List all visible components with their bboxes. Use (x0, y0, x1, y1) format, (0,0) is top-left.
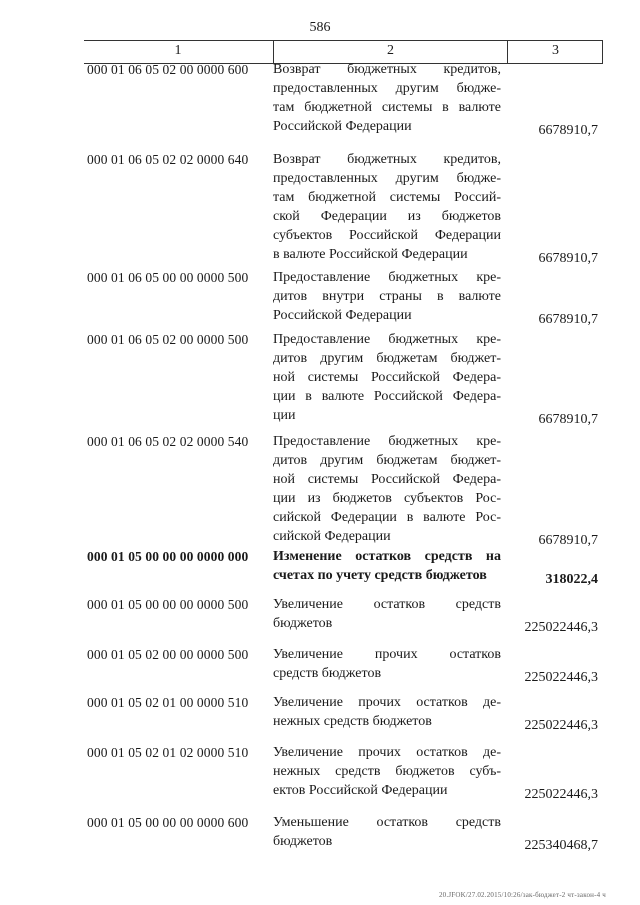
column-header-3: 3 (507, 41, 603, 63)
description-line: Возврат бюджетных кредитов, (273, 62, 501, 77)
row-description (273, 693, 501, 731)
row-code: 000 01 06 05 02 02 0000 540 (87, 434, 249, 449)
row-code: 000 01 06 05 02 00 0000 500 (87, 332, 249, 347)
description-line: Российской Федерации (273, 119, 412, 134)
row-amount: 6678910,7 (538, 412, 598, 427)
row-amount: 6678910,7 (538, 251, 598, 266)
description-line: субъектов Российской Федерации (273, 228, 501, 243)
description-line: ции в валюте Российской Федера- (273, 389, 501, 404)
description-line: Российской Федерации (273, 308, 412, 323)
row-code: 000 01 05 00 00 00 0000 600 (87, 815, 249, 830)
description-line: ектов Российской Федерации (273, 783, 448, 798)
description-line: нежных средств бюджетов субъ- (273, 764, 501, 779)
page-number: 586 (309, 20, 331, 35)
row-code: 000 01 05 00 00 00 0000 500 (87, 597, 249, 612)
row-description (273, 595, 501, 633)
row-description (273, 60, 501, 136)
row-description (273, 813, 501, 851)
row-amount: 225340468,7 (524, 838, 598, 853)
description-line: там бюджетной системы Россий- (273, 190, 501, 205)
row-code: 000 01 05 02 00 00 0000 500 (87, 647, 249, 662)
description-line: сийской Федерации в валюте Рос- (273, 510, 501, 525)
row-description (273, 150, 501, 264)
row-code: 000 01 06 05 02 00 0000 600 (87, 62, 249, 77)
description-line: Предоставление бюджетных кре- (273, 434, 501, 449)
description-line: Возврат бюджетных кредитов, (273, 152, 501, 167)
row-amount: 225022446,3 (524, 670, 598, 685)
row-code: 000 01 05 02 01 02 0000 510 (87, 745, 249, 760)
description-line: в валюте Российской Федерации (273, 247, 468, 262)
description-line: там бюджетной системы в валюте (273, 100, 501, 115)
description-line: Увеличение прочих остатков (273, 647, 501, 662)
description-line: Уменьшение остатков средств (273, 815, 501, 830)
row-code: 000 01 05 02 01 00 0000 510 (87, 695, 249, 710)
row-description (273, 547, 501, 585)
description-line: ной системы Российской Федера- (273, 472, 501, 487)
row-amount: 6678910,7 (538, 533, 598, 548)
row-amount: 6678910,7 (538, 123, 598, 138)
row-description (273, 330, 501, 425)
description-line: Увеличение остатков средств (273, 597, 501, 612)
description-line: Увеличение прочих остатков де- (273, 695, 501, 710)
row-code: 000 01 05 00 00 00 0000 000 (87, 549, 249, 564)
description-line: предоставленных другим бюдже- (273, 171, 501, 186)
description-line: дитов другим бюджетам бюджет- (273, 351, 501, 366)
description-line: дитов внутри страны в валюте (273, 289, 501, 304)
description-line: бюджетов (273, 616, 333, 631)
description-line: Изменение остатков средств на (273, 549, 501, 564)
row-description (273, 743, 501, 800)
description-line: Увеличение прочих остатков де- (273, 745, 501, 760)
row-amount: 318022,4 (545, 572, 598, 587)
row-description (273, 268, 501, 325)
description-line: нежных средств бюджетов (273, 714, 432, 729)
description-line: средств бюджетов (273, 666, 382, 681)
footer-stamp: 20.JFOK/27.02.2015/10:26/зак-бюджет-2 чт-закон-4 ч (438, 891, 606, 899)
row-code: 000 01 06 05 00 00 0000 500 (87, 270, 249, 285)
row-amount: 225022446,3 (524, 620, 598, 635)
description-line: ции из бюджетов субъектов Рос- (273, 491, 501, 506)
row-amount: 225022446,3 (524, 718, 598, 733)
description-line: счетах по учету средств бюджетов (273, 568, 487, 583)
description-line: ной системы Российской Федера- (273, 370, 501, 385)
row-amount: 6678910,7 (538, 312, 598, 327)
column-header-2: 2 (273, 41, 507, 63)
description-line: ции (273, 408, 296, 423)
description-line: бюджетов (273, 834, 333, 849)
row-description (273, 432, 501, 546)
column-header-1: 1 (174, 43, 182, 58)
row-amount: 225022446,3 (524, 787, 598, 802)
description-line: ской Федерации из бюджетов (273, 209, 501, 224)
description-line: Предоставление бюджетных кре- (273, 332, 501, 347)
description-line: Предоставление бюджетных кре- (273, 270, 501, 285)
description-line: дитов другим бюджетам бюджет- (273, 453, 501, 468)
row-description (273, 645, 501, 683)
description-line: сийской Федерации (273, 529, 391, 544)
description-line: предоставленных другим бюдже- (273, 81, 501, 96)
row-code: 000 01 06 05 02 02 0000 640 (87, 152, 249, 167)
